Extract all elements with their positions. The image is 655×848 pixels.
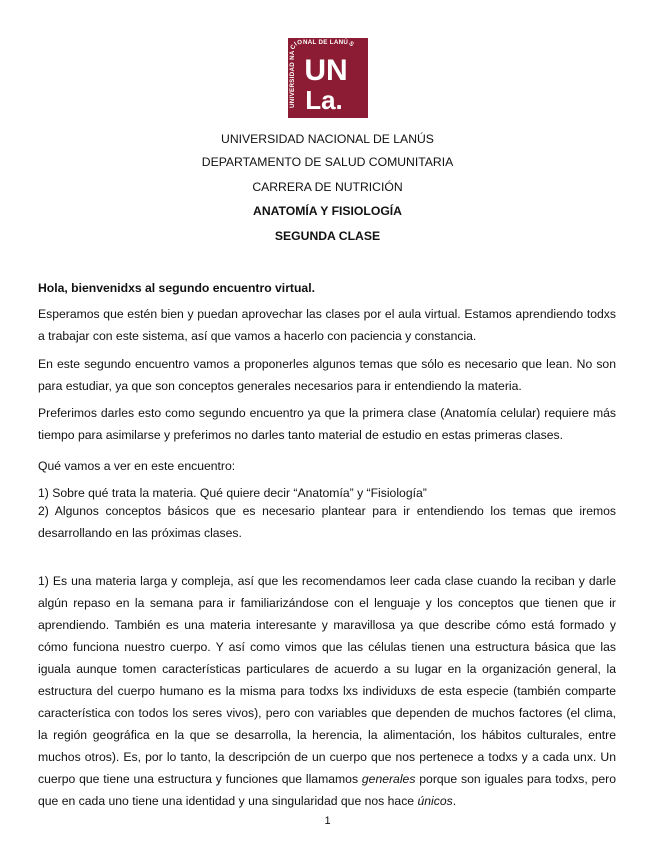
paragraph-5-text-c: . — [452, 794, 457, 808]
paragraph-2: En este segundo encuentro vamos a proponerles algunos temas que sólo es necesario que lean. No son para estudiar, ya que son conceptos generales necesarios para ir entendiendo la materia. — [38, 357, 616, 393]
paragraph-1: Esperamos que estén bien y puedan aprovechar las clases por el aula virtual. Estamos aprendiendo todxs a trabajar con este sistema, así que vamos a hacerlo con paciencia y constancia. — [38, 307, 616, 343]
header-subject: ANATOMÍA Y FISIOLOGÍA — [253, 204, 402, 218]
paragraph-5-text-a: 1) Es una materia larga y compleja, así que les recomendamos leer cada clase cuando la reciban y darle algún repaso en la semana para ir familiarizándose con el lenguaje y los conceptos que tienen que ir aprendiendo. También es una materia interesante y maravillosa ya que describe cómo está formado y cómo funciona nuestro cuerpo. Y así como vimos que las células tienen una estructura básica que las iguala aunque tomen características particulares de acuerdo a su lugar en la organización general, la estructura del cuerpo humano es la misma para todxs lxs individuxs de esta especie (también comparte característica con todos los seres vivos), pero con variables que dependen de muchos factores (el clima, la región geográfica en la que se desarrolla, la herencia, la alimentación, los hábitos culturales, entre muchos otros). Es, por lo tanto, la descripción de un cuerpo que nos pertenece a todxs y a cada unx. Un cuerpo que tiene una estructura y funciones que llamamos — [38, 574, 616, 786]
paragraph-4: Qué vamos a ver en este encuentro: — [38, 459, 236, 473]
logo-letters-un: UN — [304, 54, 348, 87]
list-item-2: 2) Algunos conceptos básicos que es necesario plantear para ir entendiendo los temas que iremos desarrollando en las próximas clases. — [38, 504, 616, 540]
page-number: 1 — [324, 815, 331, 827]
paragraph-5 — [38, 570, 616, 812]
paragraph-5-text-b: porque son iguales para todxs, pero que en cada uno tiene una identidad y una singularidad que nos hace — [38, 772, 616, 808]
paragraph-3: Preferimos darles esto como segundo encuentro ya que la primera clase (Anatomía celular) requiere más tiempo para asimilarse y preferimos no darles tanto material de estudio en estas primeras clases. — [38, 406, 616, 442]
list-item-1: 1) Sobre qué trata la materia. Qué quiere decir “Anatomía” y “Fisiología” — [38, 486, 427, 500]
logo-ring-text: UNIVERSIDAD NACIONAL DE LANÚS — [289, 38, 356, 108]
paragraph-5-emphasis-unicos: únicos — [417, 794, 453, 808]
logo-letters-la: La. — [305, 85, 343, 115]
header-university: UNIVERSIDAD NACIONAL DE LANÚS — [221, 132, 434, 146]
header-class: SEGUNDA CLASE — [274, 229, 381, 243]
unla-logo — [288, 38, 368, 118]
header-department: DEPARTAMENTO DE SALUD COMUNITARIA — [201, 155, 454, 169]
paragraph-5-emphasis-generales: generales — [361, 772, 416, 786]
header-career: CARRERA DE NUTRICIÓN — [252, 180, 403, 194]
greeting: Hola, bienvenidxs al segundo encuentro virtual. — [38, 281, 315, 295]
